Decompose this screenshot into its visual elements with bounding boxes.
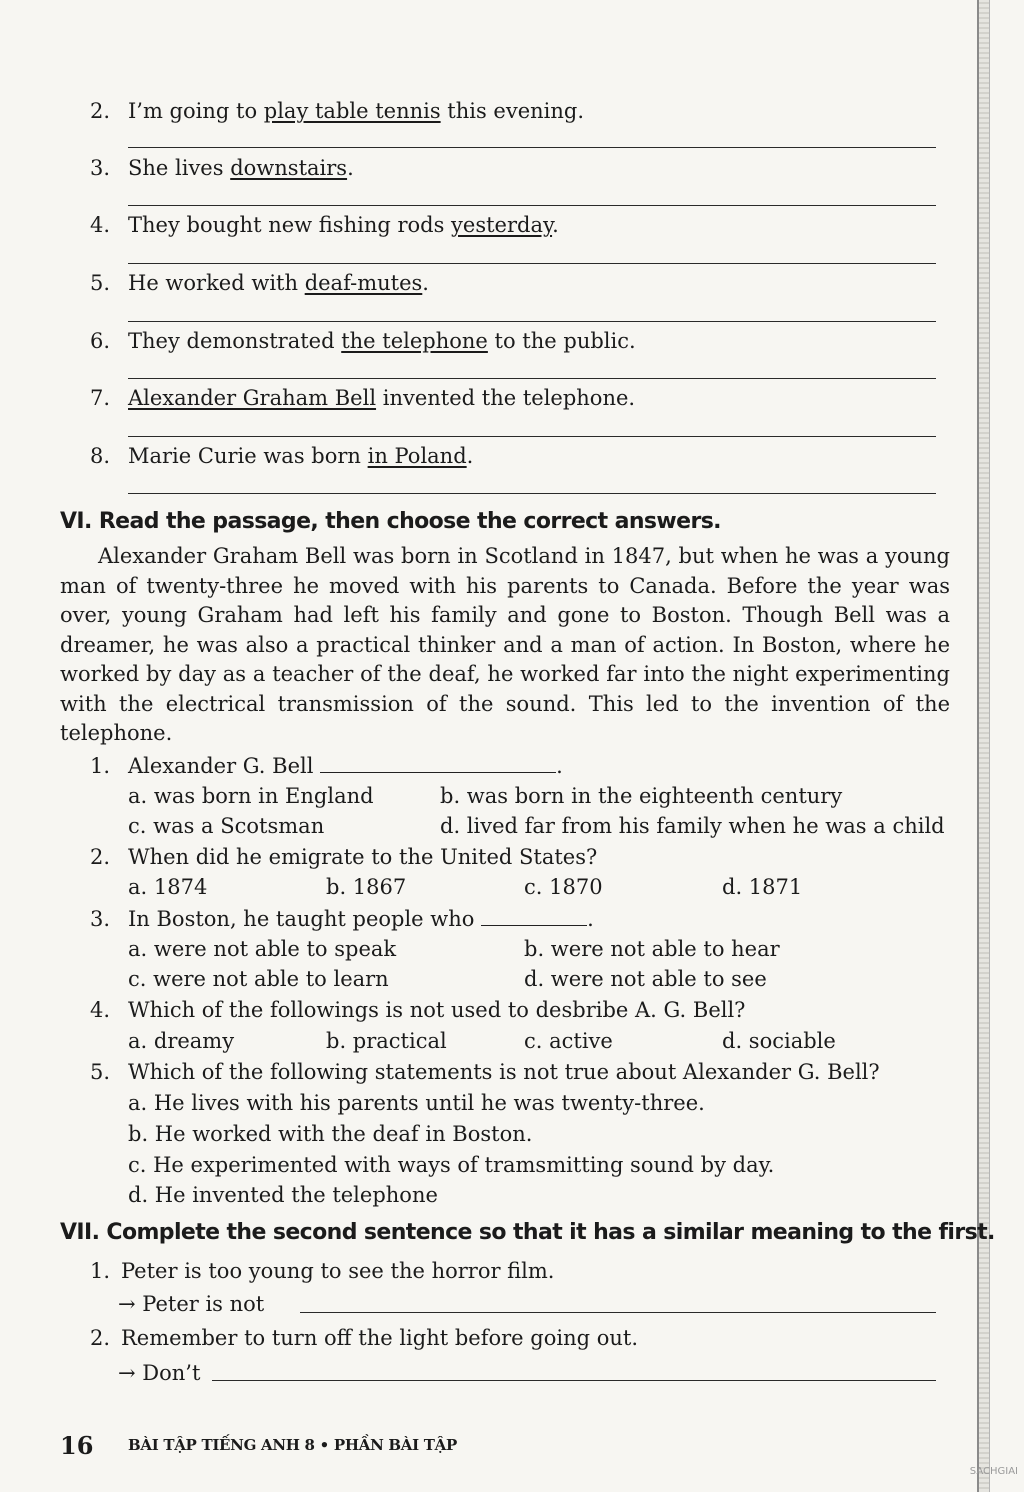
option-b[interactable]: b. were not able to hear — [524, 937, 780, 961]
question-text: Which of the following statements is not true about Alexander G. Bell? — [128, 1060, 880, 1084]
option-c[interactable]: c. was a Scotsman — [128, 814, 325, 838]
underlined-phrase: Alexander Graham Bell — [128, 386, 377, 410]
page-binding-edge — [977, 0, 990, 1492]
item-number: 1. — [90, 1259, 111, 1283]
answer-line[interactable] — [128, 436, 936, 437]
option-b[interactable]: b. 1867 — [326, 875, 407, 899]
item-number: 4. — [90, 213, 111, 237]
question-text: Which of the followings is not used to desbribe A. G. Bell? — [128, 998, 746, 1022]
option-c[interactable]: c. 1870 — [524, 875, 603, 899]
rewrite-prompt: → Don’t — [118, 1361, 201, 1385]
section-6-heading: VI. Read the passage, then choose the correct answers. — [60, 509, 721, 534]
answer-line[interactable] — [128, 378, 936, 379]
rewrite-sentence: Marie Curie was born in Poland. — [128, 444, 474, 468]
underlined-phrase: play table tennis — [263, 99, 441, 123]
underlined-phrase: downstairs — [230, 156, 348, 180]
book-title: BÀI TẬP TIẾNG ANH 8 • PHẦN BÀI TẬP — [128, 1436, 457, 1454]
question-number: 4. — [90, 998, 111, 1022]
item-number: 7. — [90, 386, 111, 410]
answer-line[interactable] — [128, 205, 936, 206]
watermark: SACHGIAI — [969, 1466, 1018, 1477]
original-sentence: Remember to turn off the light before going out. — [121, 1326, 639, 1350]
question-number: 3. — [90, 907, 111, 931]
item-number: 2. — [90, 1326, 111, 1350]
question-number: 2. — [90, 845, 111, 869]
option-a[interactable]: a. were not able to speak — [128, 937, 397, 961]
option-d[interactable]: d. 1871 — [722, 875, 803, 899]
item-number: 6. — [90, 329, 111, 353]
bullet-separator: • — [319, 1436, 329, 1454]
underlined-phrase: the telephone — [341, 329, 488, 353]
question-text: Alexander G. Bell . — [128, 754, 563, 778]
option-c[interactable]: c. active — [524, 1029, 613, 1053]
answer-line[interactable] — [128, 321, 936, 322]
rewrite-sentence: She lives downstairs. — [128, 156, 354, 180]
rewrite-sentence: I’m going to play table tennis this evening. — [128, 99, 585, 123]
question-text: In Boston, he taught people who . — [128, 907, 594, 931]
option-d[interactable]: d. He invented the telephone — [128, 1183, 438, 1207]
original-sentence: Peter is too young to see the horror film. — [121, 1259, 555, 1283]
item-number: 8. — [90, 444, 111, 468]
option-b[interactable]: b. was born in the eighteenth century — [440, 784, 843, 808]
question-number: 1. — [90, 754, 111, 778]
answer-line[interactable] — [300, 1312, 936, 1313]
rewrite-sentence: He worked with deaf-mutes. — [128, 271, 429, 295]
question-number: 5. — [90, 1060, 111, 1084]
option-b[interactable]: b. practical — [326, 1029, 447, 1053]
item-number: 3. — [90, 156, 111, 180]
answer-line[interactable] — [212, 1380, 936, 1381]
option-d[interactable]: d. lived far from his family when he was a child — [440, 814, 945, 838]
underlined-phrase: deaf-mutes — [304, 271, 423, 295]
option-d[interactable]: d. sociable — [722, 1029, 836, 1053]
rewrite-prompt: → Peter is not — [118, 1292, 265, 1316]
item-number: 5. — [90, 271, 111, 295]
answer-blank[interactable] — [320, 771, 556, 773]
option-d[interactable]: d. were not able to see — [524, 967, 767, 991]
option-c[interactable]: c. He experimented with ways of tramsmitting sound by day. — [128, 1153, 775, 1177]
option-c[interactable]: c. were not able to learn — [128, 967, 389, 991]
underlined-phrase: yesterday — [451, 213, 553, 237]
option-a[interactable]: a. was born in England — [128, 784, 374, 808]
reading-passage: Alexander Graham Bell was born in Scotland in 1847, but when he was a young man of twenty-three he moved with his parents to Canada. Before the year was over, young Graham had left his family and gone to Boston. Though Bell was a dreamer, he was also a practical thinker and a man of action. In Boston, where he worked by day as a teacher of the deaf, he worked far into the night experimenting with the electrical transmission of the sound. This led to the invention of the telephone. — [60, 544, 950, 745]
page-number: 16 — [60, 1431, 94, 1460]
section-7-heading: VII. Complete the second sentence so that it has a similar meaning to the first. — [60, 1220, 995, 1245]
question-text: When did he emigrate to the United States? — [128, 845, 598, 869]
answer-line[interactable] — [128, 493, 936, 494]
option-b[interactable]: b. He worked with the deaf in Boston. — [128, 1122, 533, 1146]
item-number: 2. — [90, 99, 111, 123]
answer-line[interactable] — [128, 147, 936, 148]
rewrite-sentence: Alexander Graham Bell invented the telephone. — [128, 386, 636, 410]
underlined-phrase: in Poland — [367, 444, 467, 468]
answer-blank[interactable] — [481, 924, 587, 926]
option-a[interactable]: a. dreamy — [128, 1029, 235, 1053]
answer-line[interactable] — [128, 263, 936, 264]
rewrite-sentence: They bought new fishing rods yesterday. — [128, 213, 559, 237]
option-a[interactable]: a. 1874 — [128, 875, 208, 899]
rewrite-sentence: They demonstrated the telephone to the public. — [128, 329, 636, 353]
option-a[interactable]: a. He lives with his parents until he was twenty-three. — [128, 1091, 705, 1115]
